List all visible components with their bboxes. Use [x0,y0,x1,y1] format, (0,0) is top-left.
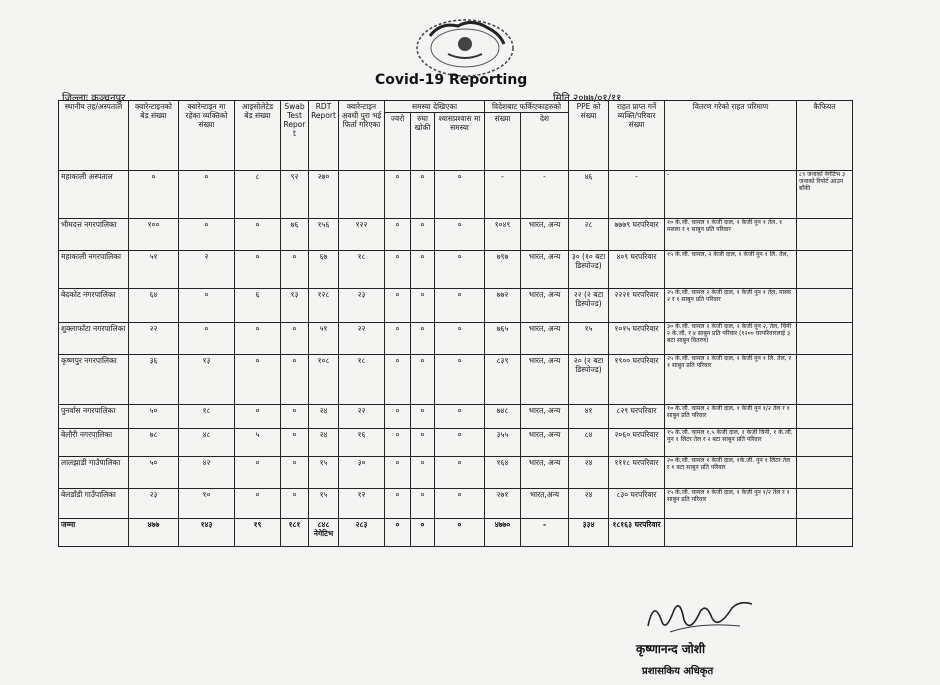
col-symptoms-group: समस्या देखिएका [385,101,485,113]
cell-relief-details: २० के.जी. चामल १ केजी दाल, १के.जी. नुन १ लिटर तेल र १ बटा साबुन प्रति परिवार [665,457,797,489]
cell-remarks [797,457,853,489]
cell-ppe: २८ [569,219,609,251]
cell-country: भारत,अन्य [521,489,569,519]
cell-quarantine-beds: २२ [129,323,179,355]
cell-rdt: २४ [309,405,339,429]
report-date: मिति २०७७/०१/११ [553,93,622,104]
cell-in-quarantine: ० [179,323,235,355]
cell-relief-recipients: १०१५ घरपरिवार [609,323,665,355]
cell-cough: ० [411,323,435,355]
cell-rdt: ८४८ नेगेटिभ [309,519,339,547]
cell-breathing: ० [435,429,485,457]
cell-quarantine-beds: ५० [129,457,179,489]
cell-foreign-count: ७७२ [485,289,521,323]
cell-quarantine-beds: ४७७ [129,519,179,547]
cell-country: - [521,519,569,547]
cell-rdt: १५ [309,489,339,519]
cell-isolation-beds: ६ [235,289,281,323]
cell-country: भारत, अन्य [521,323,569,355]
cell-fever: ० [385,171,411,219]
col-released: क्वारेन्टाइन अवधी पुरा भई फिर्ता गरिएका [339,101,385,171]
cell-breathing: ० [435,323,485,355]
cell-swab: ७६ [281,219,309,251]
signatory-name: कृष्णानन्द जोशी [636,642,706,656]
cell-relief-recipients: १९०० घरपरिवार [609,355,665,405]
cell-rdt: २७० [309,171,339,219]
cell-released: २३ [339,289,385,323]
cell-relief-recipients: ७७७९ घरपरिवार [609,219,665,251]
signature-icon [640,592,760,640]
cell-institution: जम्मा [59,519,129,547]
total-row [59,519,853,547]
cell-cough: ० [411,219,435,251]
cell-relief-details: २५ के.जी. चामल २ केजी दाल, १ केजी नुन १ लि. तेल, र १ साबुन प्रति परिवार [665,355,797,405]
cell-relief-details: १० के.जी. चामल २ केजी दाल, १ केजी नुन १/२ तेल र १ साबुन प्रति परिवार [665,405,797,429]
col-swab: Swab Test Report [281,101,309,171]
cell-relief-details: २५ के.जी. चामल २ केजी दाल, १ केजी नुन १ तेल, मास्क २ र १ साबुन प्रति परिवार [665,289,797,323]
cell-cough: ० [411,457,435,489]
col-breathing: श्वासप्रश्वास मा समस्या [435,113,485,171]
cell-rdt: १५ [309,457,339,489]
cell-relief-details: १० के.जी. चामल १ केजी दाल, १ केजी नुन १ तेल, १ मसला र १ साबुन प्रति परिवार [665,219,797,251]
cell-swab: १८१ [281,519,309,547]
table-row [59,219,853,251]
cell-fever: ० [385,251,411,289]
cell-fever: ० [385,323,411,355]
cell-cough: ० [411,405,435,429]
cell-swab: ० [281,429,309,457]
cell-ppe: ३० (१० बटा डिस्पोज्ड) [569,251,609,289]
cell-fever: ० [385,219,411,251]
cell-rdt: २४ [309,429,339,457]
cell-institution: बेलौरी नगरपालिका [59,429,129,457]
cell-ppe: २२ (२ बटा डिस्पोज्ड) [569,289,609,323]
table-row [59,429,853,457]
table-row [59,323,853,355]
table-row [59,289,853,323]
cell-remarks [797,519,853,547]
cell-remarks [797,289,853,323]
cell-rdt: ६७ [309,251,339,289]
cell-relief-details: - [665,171,797,219]
cell-relief-details [665,519,797,547]
cell-institution: बेलडाँडी गाउँपालिका [59,489,129,519]
cell-isolation-beds: ० [235,355,281,405]
cell-released: १८ [339,355,385,405]
cell-breathing: ० [435,489,485,519]
cell-swab: ० [281,489,309,519]
table-row [59,457,853,489]
report-title: Covid-19 Reporting [375,72,528,88]
cell-institution: महाकाली नगरपालिका [59,251,129,289]
cell-breathing: ० [435,405,485,429]
col-remarks: कैफियत [797,101,853,171]
cell-ppe: २० (२ बटा डिस्पोज्ड) [569,355,609,405]
cell-relief-recipients: - [609,171,665,219]
table-body [59,171,853,547]
cell-ppe: ४६ [569,171,609,219]
col-fever: ज्वरो [385,113,411,171]
col-country: देश [521,113,569,171]
cell-released: १२ [339,489,385,519]
cell-foreign-count: ७६५ [485,323,521,355]
cell-remarks [797,405,853,429]
cell-released: ३० [339,457,385,489]
cell-fever: ० [385,289,411,323]
cell-breathing: ० [435,251,485,289]
cell-isolation-beds: ० [235,219,281,251]
cell-country: भारत, अन्य [521,355,569,405]
cell-released: १६ [339,429,385,457]
cell-fever: ० [385,355,411,405]
cell-released: १८ [339,251,385,289]
cell-remarks [797,219,853,251]
cell-country: भारत, अन्य [521,289,569,323]
cell-relief-recipients: ८२९ घरपरिवार [609,405,665,429]
cell-quarantine-beds: २३ [129,489,179,519]
cell-breathing: ० [435,171,485,219]
cell-swab: ० [281,457,309,489]
cell-cough: ० [411,289,435,323]
cell-in-quarantine: ० [179,219,235,251]
cell-isolation-beds: ० [235,457,281,489]
col-institution: स्थानीय तह/अस्पताल [59,101,129,171]
cell-cough: ० [411,355,435,405]
covid-report-table [58,100,853,547]
cell-in-quarantine: ४२ [179,457,235,489]
cell-country: - [521,171,569,219]
cell-in-quarantine: १४३ [179,519,235,547]
col-rdt: RDT Report [309,101,339,171]
col-quarantine-beds: क्वारेन्टाइनको बेड संख्या [129,101,179,171]
cell-institution: महाकाली अस्पताल [59,171,129,219]
cell-quarantine-beds: ६४ [129,289,179,323]
cell-isolation-beds: १९ [235,519,281,547]
cell-swab: ९२ [281,171,309,219]
cell-foreign-count: ४७७० [485,519,521,547]
signatory-title: प्रशासकिय अधिकृत [642,666,714,677]
col-in-quarantine: क्वारेन्टाइन मा रहेका व्यक्तिको संख्या [179,101,235,171]
cell-isolation-beds: ८ [235,171,281,219]
cell-released: १२२ [339,219,385,251]
cell-institution: शुक्लाफाँटा नगरपालिका [59,323,129,355]
cell-fever: ० [385,457,411,489]
cell-remarks [797,355,853,405]
cell-ppe: १५ [569,323,609,355]
cell-breathing: ० [435,457,485,489]
cell-fever: ० [385,489,411,519]
cell-in-quarantine: ४८ [179,429,235,457]
cell-rdt: १२८ [309,289,339,323]
cell-country: भारत, अन्य [521,405,569,429]
cell-relief-recipients: १८१६३ घरपरिवार [609,519,665,547]
col-relief-recipients: राहत प्राप्त गर्ने व्यक्ति/परिवार संख्या [609,101,665,171]
cell-breathing: ० [435,289,485,323]
table-row [59,405,853,429]
cell-remarks [797,489,853,519]
table-row [59,489,853,519]
cell-country: भारत, अन्य [521,457,569,489]
cell-country: भारत, अन्य [521,219,569,251]
cell-swab: ० [281,405,309,429]
cell-institution: भीमदत्त नगरपालिका [59,219,129,251]
cell-quarantine-beds: ३६ [129,355,179,405]
cell-isolation-beds: ० [235,323,281,355]
cell-ppe: २४ [569,489,609,519]
cell-cough: ० [411,171,435,219]
cell-in-quarantine: ० [179,289,235,323]
col-ppe: PPE को संख्या [569,101,609,171]
cell-relief-recipients: ८३० घरपरिवार [609,489,665,519]
table-row [59,171,853,219]
col-isolation-beds: आइसोलेटेड बेड संख्या [235,101,281,171]
cell-isolation-beds: ० [235,405,281,429]
cell-rdt: १५६ [309,219,339,251]
cell-foreign-count: ८३९ [485,355,521,405]
cell-relief-recipients: २२२१ घरपरिवार [609,289,665,323]
cell-released [339,171,385,219]
cell-institution: बेदकोट नगरपालिका [59,289,129,323]
cell-fever: ० [385,405,411,429]
cell-foreign-count: १६४ [485,457,521,489]
cell-in-quarantine: २ [179,251,235,289]
cell-rdt: ५१ [309,323,339,355]
cell-institution: कृष्णपुर नगरपालिका [59,355,129,405]
cell-institution: पुनर्वास नगरपालिका [59,405,129,429]
cell-quarantine-beds: १०० [129,219,179,251]
cell-in-quarantine: १० [179,489,235,519]
cell-in-quarantine: १८ [179,405,235,429]
cell-relief-details: १५ के.जी. चामल, २ केजी दाल, १ केजी नुन १ लि. तेल, [665,251,797,289]
cell-breathing: ० [435,355,485,405]
col-cough: रुघा खोकी [411,113,435,171]
cell-isolation-beds: ० [235,489,281,519]
cell-remarks: ८९ जनाको नेगेटिभ ३ जनाको रिपोर्ट आउन बाँकी [797,171,853,219]
cell-breathing: ० [435,519,485,547]
cell-swab: ० [281,355,309,405]
cell-ppe: ४१ [569,405,609,429]
cell-quarantine-beds: ५० [129,405,179,429]
header-row [59,101,853,113]
cell-relief-details: १५ के.जी. चामल १.५ केजी दाल, १ केजी चिनी, १ के.जी. नुन १ लिटर तेल र २ बटा साबुन प्रति परिवार [665,429,797,457]
cell-quarantine-beds: ५१ [129,251,179,289]
cell-foreign-count: २७१ [485,489,521,519]
cell-in-quarantine: ० [179,171,235,219]
cell-quarantine-beds: ० [129,171,179,219]
cell-rdt: १०८ [309,355,339,405]
cell-ppe: ३३४ [569,519,609,547]
cell-released: २२ [339,323,385,355]
district-label: जिल्लाः कञ्चनपुर [62,93,126,104]
cell-released: २२ [339,405,385,429]
cell-foreign-count: ७४८ [485,405,521,429]
cell-swab: ० [281,251,309,289]
cell-country: भारत, अन्य [521,429,569,457]
cell-country: भारत, अन्य [521,251,569,289]
cell-ppe: २४ [569,457,609,489]
cell-cough: ० [411,489,435,519]
cell-ppe: ८४ [569,429,609,457]
col-foreign-count: संख्या [485,113,521,171]
cell-fever: ० [385,429,411,457]
cell-isolation-beds: ५ [235,429,281,457]
cell-in-quarantine: १३ [179,355,235,405]
cell-foreign-count: ३५५ [485,429,521,457]
cell-relief-recipients: २०६० घरपरिवार [609,429,665,457]
cell-foreign-count: ७९७ [485,251,521,289]
cell-fever: ० [385,519,411,547]
cell-swab: १३ [281,289,309,323]
cell-isolation-beds: ० [235,251,281,289]
table-row [59,355,853,405]
cell-cough: ० [411,429,435,457]
col-foreign-group: विदेशबाट फर्किएकाहरुको [485,101,569,113]
col-relief-details: वितरण गरेको राहत परिमाण [665,101,797,171]
cell-swab: ० [281,323,309,355]
cell-foreign-count: १०४९ [485,219,521,251]
cell-remarks [797,251,853,289]
cell-breathing: ० [435,219,485,251]
table-row [59,251,853,289]
cell-relief-recipients: १११८ घरपरिवार [609,457,665,489]
cell-cough: ० [411,251,435,289]
cell-remarks [797,323,853,355]
cell-relief-details: ३० के.जी. चामल २ केजी दाल, २ केजी नुन २, तेल, चिनी २ के.जी. र ४ साबुन प्रति परिवार (१२०० घरपरिवारलाई ३ बटा साबुन वितरण) [665,323,797,355]
cell-relief-recipients: ४०९ घरपरिवार [609,251,665,289]
cell-cough: ० [411,519,435,547]
cell-remarks [797,429,853,457]
cell-institution: लालझाडी गाउँपालिका [59,457,129,489]
cell-released: २८३ [339,519,385,547]
cell-relief-details: १५ के.जी. चामल १ केजी दाल, १ केजी नुन १/२ तेल र १ साबुन प्रति परिवार [665,489,797,519]
cell-foreign-count: - [485,171,521,219]
cell-quarantine-beds: ७८ [129,429,179,457]
